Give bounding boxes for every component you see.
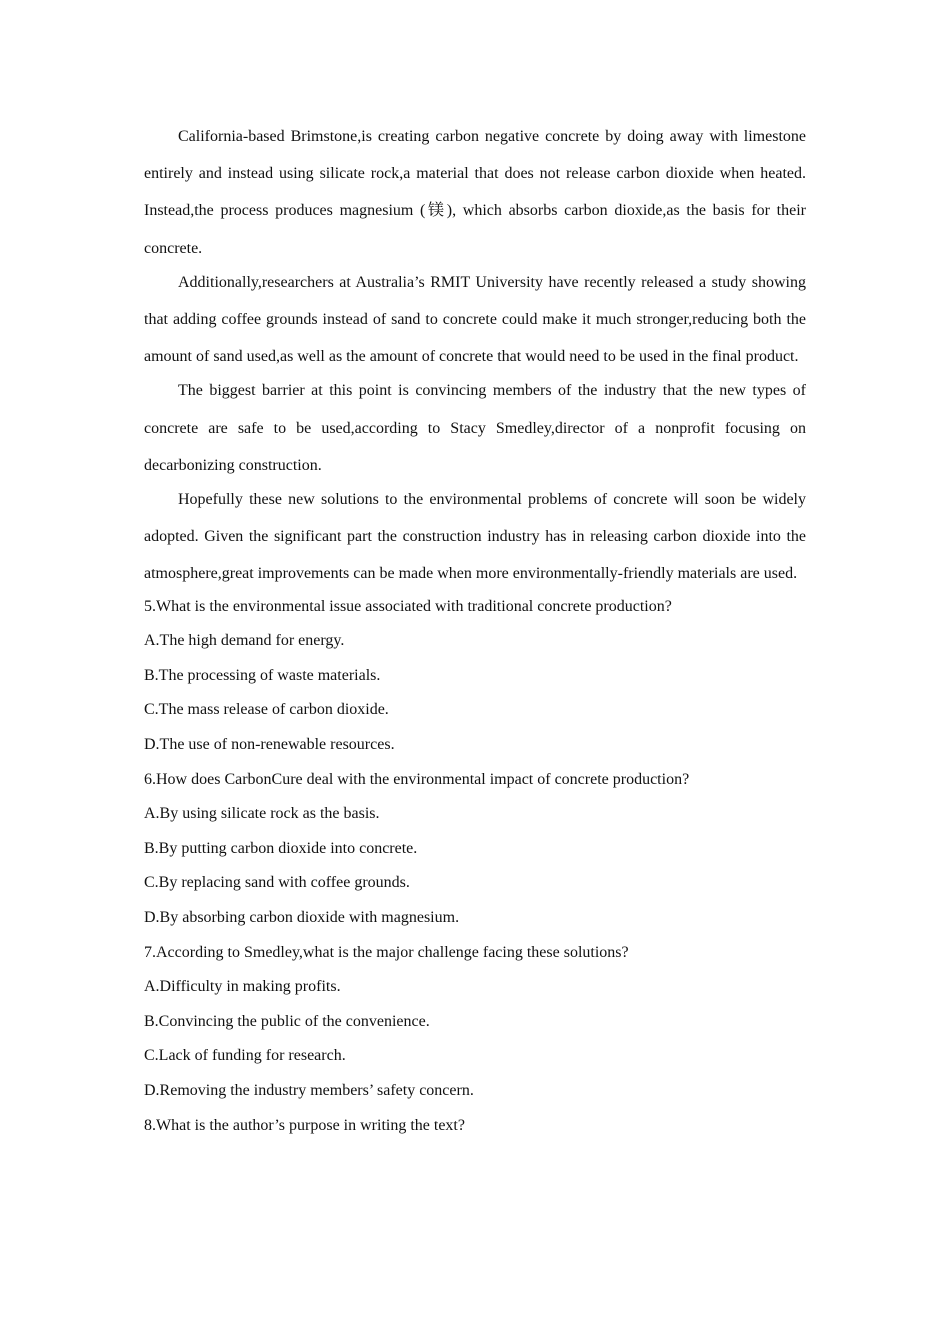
- question-6: [144, 763, 806, 936]
- question-stem: 6.How does CarbonCure deal with the environmental impact of concrete production?: [144, 770, 690, 788]
- question-stem: 7.According to Smedley,what is the major challenge facing these solutions?: [144, 943, 629, 961]
- option-a: A.By using silicate rock as the basis.: [144, 805, 380, 823]
- option-a: A.Difficulty in making profits.: [144, 978, 341, 996]
- option-c: C.Lack of funding for research.: [144, 1047, 346, 1065]
- passage-paragraph: The biggest barrier at this point is convincing members of the industry that the new types of concrete are safe to be used,according to Stacy Smedley,director of a nonprofit focusing on decarbonizing construction.: [144, 382, 806, 474]
- option-d: D.The use of non-renewable resources.: [144, 736, 395, 754]
- question-stem: 5.What is the environmental issue associated with traditional concrete production?: [144, 597, 672, 615]
- option-d: D.By absorbing carbon dioxide with magnesium.: [144, 908, 460, 926]
- option-b: B.The processing of waste materials.: [144, 666, 381, 684]
- question-stem: 8.What is the author’s purpose in writing the text?: [144, 1116, 465, 1134]
- option-c: C.By replacing sand with coffee grounds.: [144, 874, 410, 892]
- question-list: [144, 590, 806, 1144]
- question-7: [144, 936, 806, 1109]
- option-d: D.Removing the industry members’ safety concern.: [144, 1081, 474, 1099]
- option-b: B.Convincing the public of the convenience.: [144, 1012, 430, 1030]
- option-c: C.The mass release of carbon dioxide.: [144, 701, 389, 719]
- passage-paragraph: Hopefully these new solutions to the environmental problems of concrete will soon be widely adopted. Given the significant part the construction industry has in releasing carbon dioxide into the atmosphere,great improvements can be made when more environmentally-friendly materials are used.: [144, 491, 806, 583]
- question-5: [144, 590, 806, 763]
- passage-paragraph: California-based Brimstone,is creating carbon negative concrete by doing away with limestone entirely and instead using silicate rock,a material that does not release carbon dioxide when heated. Instead,the process produces magnesium (镁), which absorbs carbon dioxide,as the basis for their concrete.: [144, 128, 806, 257]
- option-a: A.The high demand for energy.: [144, 632, 345, 650]
- document-page: [144, 118, 806, 1143]
- question-8: [144, 1109, 806, 1144]
- passage-paragraph: Additionally,researchers at Australia’s RMIT University have recently released a study showing that adding coffee grounds instead of sand to concrete could make it much stronger,reducing both the amount of sand used,as well as the amount of concrete that would need to be used in the final product.: [144, 273, 806, 366]
- reading-passage: [144, 118, 806, 593]
- option-b: B.By putting carbon dioxide into concrete.: [144, 839, 418, 857]
